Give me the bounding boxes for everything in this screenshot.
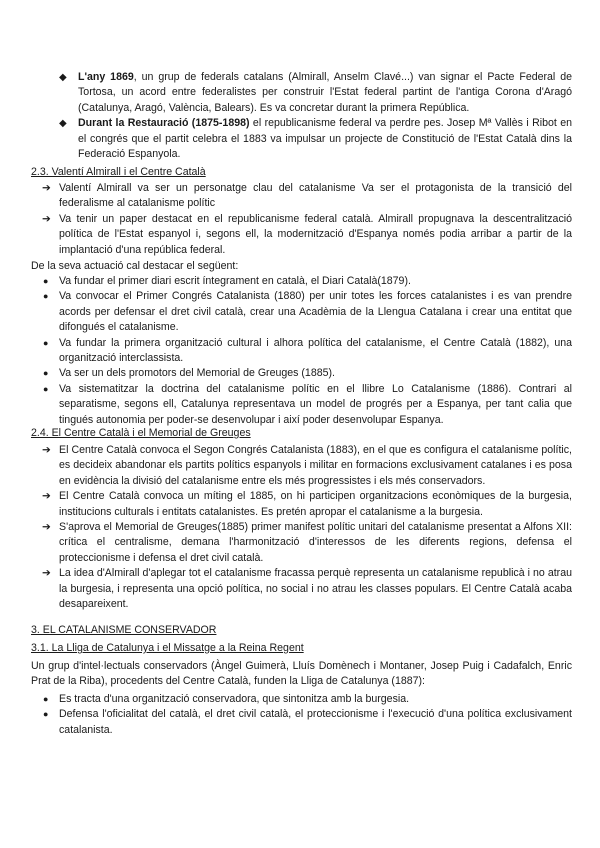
item-text: Va fundar la primera organització cultural i alhora política del catalanisme, el Centre Català (1882), una organització interclassista.: [59, 336, 572, 365]
item-text: La idea d'Almirall d'aplegar tot el catalanisme fracassa perquè representa un catalanisme republicà i no atrau la burgesia, i representa una opció política, no social i no atrau les classes populars. El Centre Català acaba desapareixent.: [59, 567, 572, 611]
list-item: [31, 336, 572, 367]
dot-bullet-icon: ●: [43, 291, 49, 302]
item-text: Va tenir un paper destacat en el republicanisme federal català. Almirall propugnava la descentralització política de l'Estat espanyol i, segons ell, la modernització d'Espanya només podia arribar a partir de la implantació d'una república federal.: [59, 212, 572, 256]
item-text: Es tracta d'una organització conservadora, que sintonitza amb la burgesia.: [59, 693, 410, 705]
item-bold-lead: L'any 1869: [78, 71, 134, 83]
arrow-bullet-icon: ➔: [42, 521, 51, 534]
list-item: [31, 443, 572, 489]
sec23-arrow-list: [31, 181, 572, 258]
item-bold-lead: Durant la Restauració (1875-1898): [78, 117, 250, 130]
arrow-bullet-icon: ➔: [42, 444, 51, 456]
list-item: [31, 274, 572, 289]
section-heading-2-4: 2.4. El Centre Català i el Memorial de Greuges: [31, 427, 251, 439]
list-item: [31, 489, 572, 520]
item-text: Va ser un dels promotors del Memorial de Greuges (1885).: [59, 367, 335, 380]
item-text: El Centre Català convoca el Segon Congrés Catalanista (1883), en el que es configura el catalanisme polític, es decideix abandonar els partits polítics espanyols i militar en formacions exclusivament catalanes i es posa en evidència la divisió del catalanisme entre els més progressistes i els més conservadors.: [59, 444, 572, 487]
sec23-bullet-list: [31, 274, 572, 428]
section-heading-3-1: 3.1. La Lliga de Catalunya i el Missatge a la Reina Regent: [31, 642, 304, 654]
list-item: [31, 70, 572, 116]
list-item: [31, 520, 572, 566]
dot-bullet-icon: ●: [43, 337, 49, 348]
section-heading-3: 3. EL CATALANISME CONSERVADOR: [31, 624, 217, 636]
section-heading-2-3: 2.3. Valentí Almirall i el Centre Català: [31, 166, 206, 178]
arrow-bullet-icon: ➔: [42, 212, 51, 225]
sec3-intro: Un grup d'intel·lectuals conservadors (Àngel Guimerà, Lluís Domènech i Montaner, Josep Puig i Cadafalch, Enric Prat de la Riba), procedents del Centre Català, funden la Lliga de Catalunya (1887):: [31, 660, 572, 688]
item-text: Va convocar el Primer Congrés Catalanista (1880) per unir totes les forces catalanistes i es van prendre acords per defensar el dret civil català, crear una Acadèmia de la Llengua Catalana i crear una entitat que difongués el catalanisme.: [59, 290, 572, 334]
diamond-bullet-icon: ◆: [59, 72, 67, 83]
dot-bullet-icon: ●: [43, 709, 49, 720]
dot-bullet-icon: ●: [43, 694, 49, 704]
list-item: [31, 181, 572, 212]
item-text: el republicanisme federal va perdre pes. Josep Mª Vallès i Ribot en el congrés que el partit celebra el 1883 va impulsar un projecte de Constitució de l'Estat Català dins la Federació Espanyola.: [78, 117, 572, 161]
list-item: [31, 707, 572, 738]
list-item: [31, 116, 572, 162]
list-item: [31, 566, 572, 612]
arrow-bullet-icon: ➔: [42, 567, 51, 580]
list-item: [31, 289, 572, 335]
sec24-arrow-list: [31, 443, 572, 612]
arrow-bullet-icon: ➔: [42, 490, 51, 503]
item-text: Valentí Almirall va ser un personatge clau del catalanisme Va ser el protagonista de la transició del federalisme al catalanisme polític: [59, 182, 572, 210]
list-item: [31, 212, 572, 258]
item-text: , un grup de federals catalans (Almirall, Anselm Clavé...) van signar el Pacte Federal de Tortosa, un acord entre federalistes per construir l'Estat federal partint de l'antiga Corona d'Aragó (Catalunya, Aragó, València, Balears). Es va concretar durant la primera República.: [78, 71, 572, 114]
item-text: El Centre Català convoca un míting el 1885, on hi participen organitzacions econòmiques de la burgesia, institucions culturals i entitats catalanistes. Es pretén apropar el catalanisme a la burgesia.: [59, 490, 572, 518]
dot-bullet-icon: ●: [43, 383, 49, 394]
item-text: Va fundar el primer diari escrit íntegrament en català, el Diari Català(1879).: [59, 275, 411, 287]
item-text: Va sistematitzar la doctrina del catalanisme polític en el llibre Lo Catalanisme (1886). Contrari al separatisme, segons ell, Catalunya representava un model de progrés per a Espanya, per tant calia que tingués autonomia per poder-se desenvolupar i així poder desenvolupar Espanya.: [59, 382, 572, 426]
sec3-bullet-list: [31, 692, 572, 738]
top-diamond-list: [31, 70, 572, 162]
dot-bullet-icon: ●: [43, 368, 49, 379]
diamond-bullet-icon: ◆: [59, 118, 67, 130]
sec23-intro: De la seva actuació cal destacar el següent:: [31, 260, 239, 272]
item-text: Defensa l'oficialitat del català, el dret civil català, el proteccionisme i l'execució d'una política exclusivament catalanista.: [59, 708, 572, 736]
list-item: [31, 366, 572, 381]
arrow-bullet-icon: ➔: [42, 182, 51, 194]
list-item: [31, 382, 572, 428]
dot-bullet-icon: ●: [43, 276, 49, 286]
list-item: [31, 692, 572, 707]
item-text: S'aprova el Memorial de Greuges(1885) primer manifest polític unitari del catalanisme presentat a Alfons XII: crítica el centralisme, demana l'harmonització d'interessos de les diferents regions, defensa el proteccionisme i defensa el dret civil català.: [59, 521, 572, 564]
